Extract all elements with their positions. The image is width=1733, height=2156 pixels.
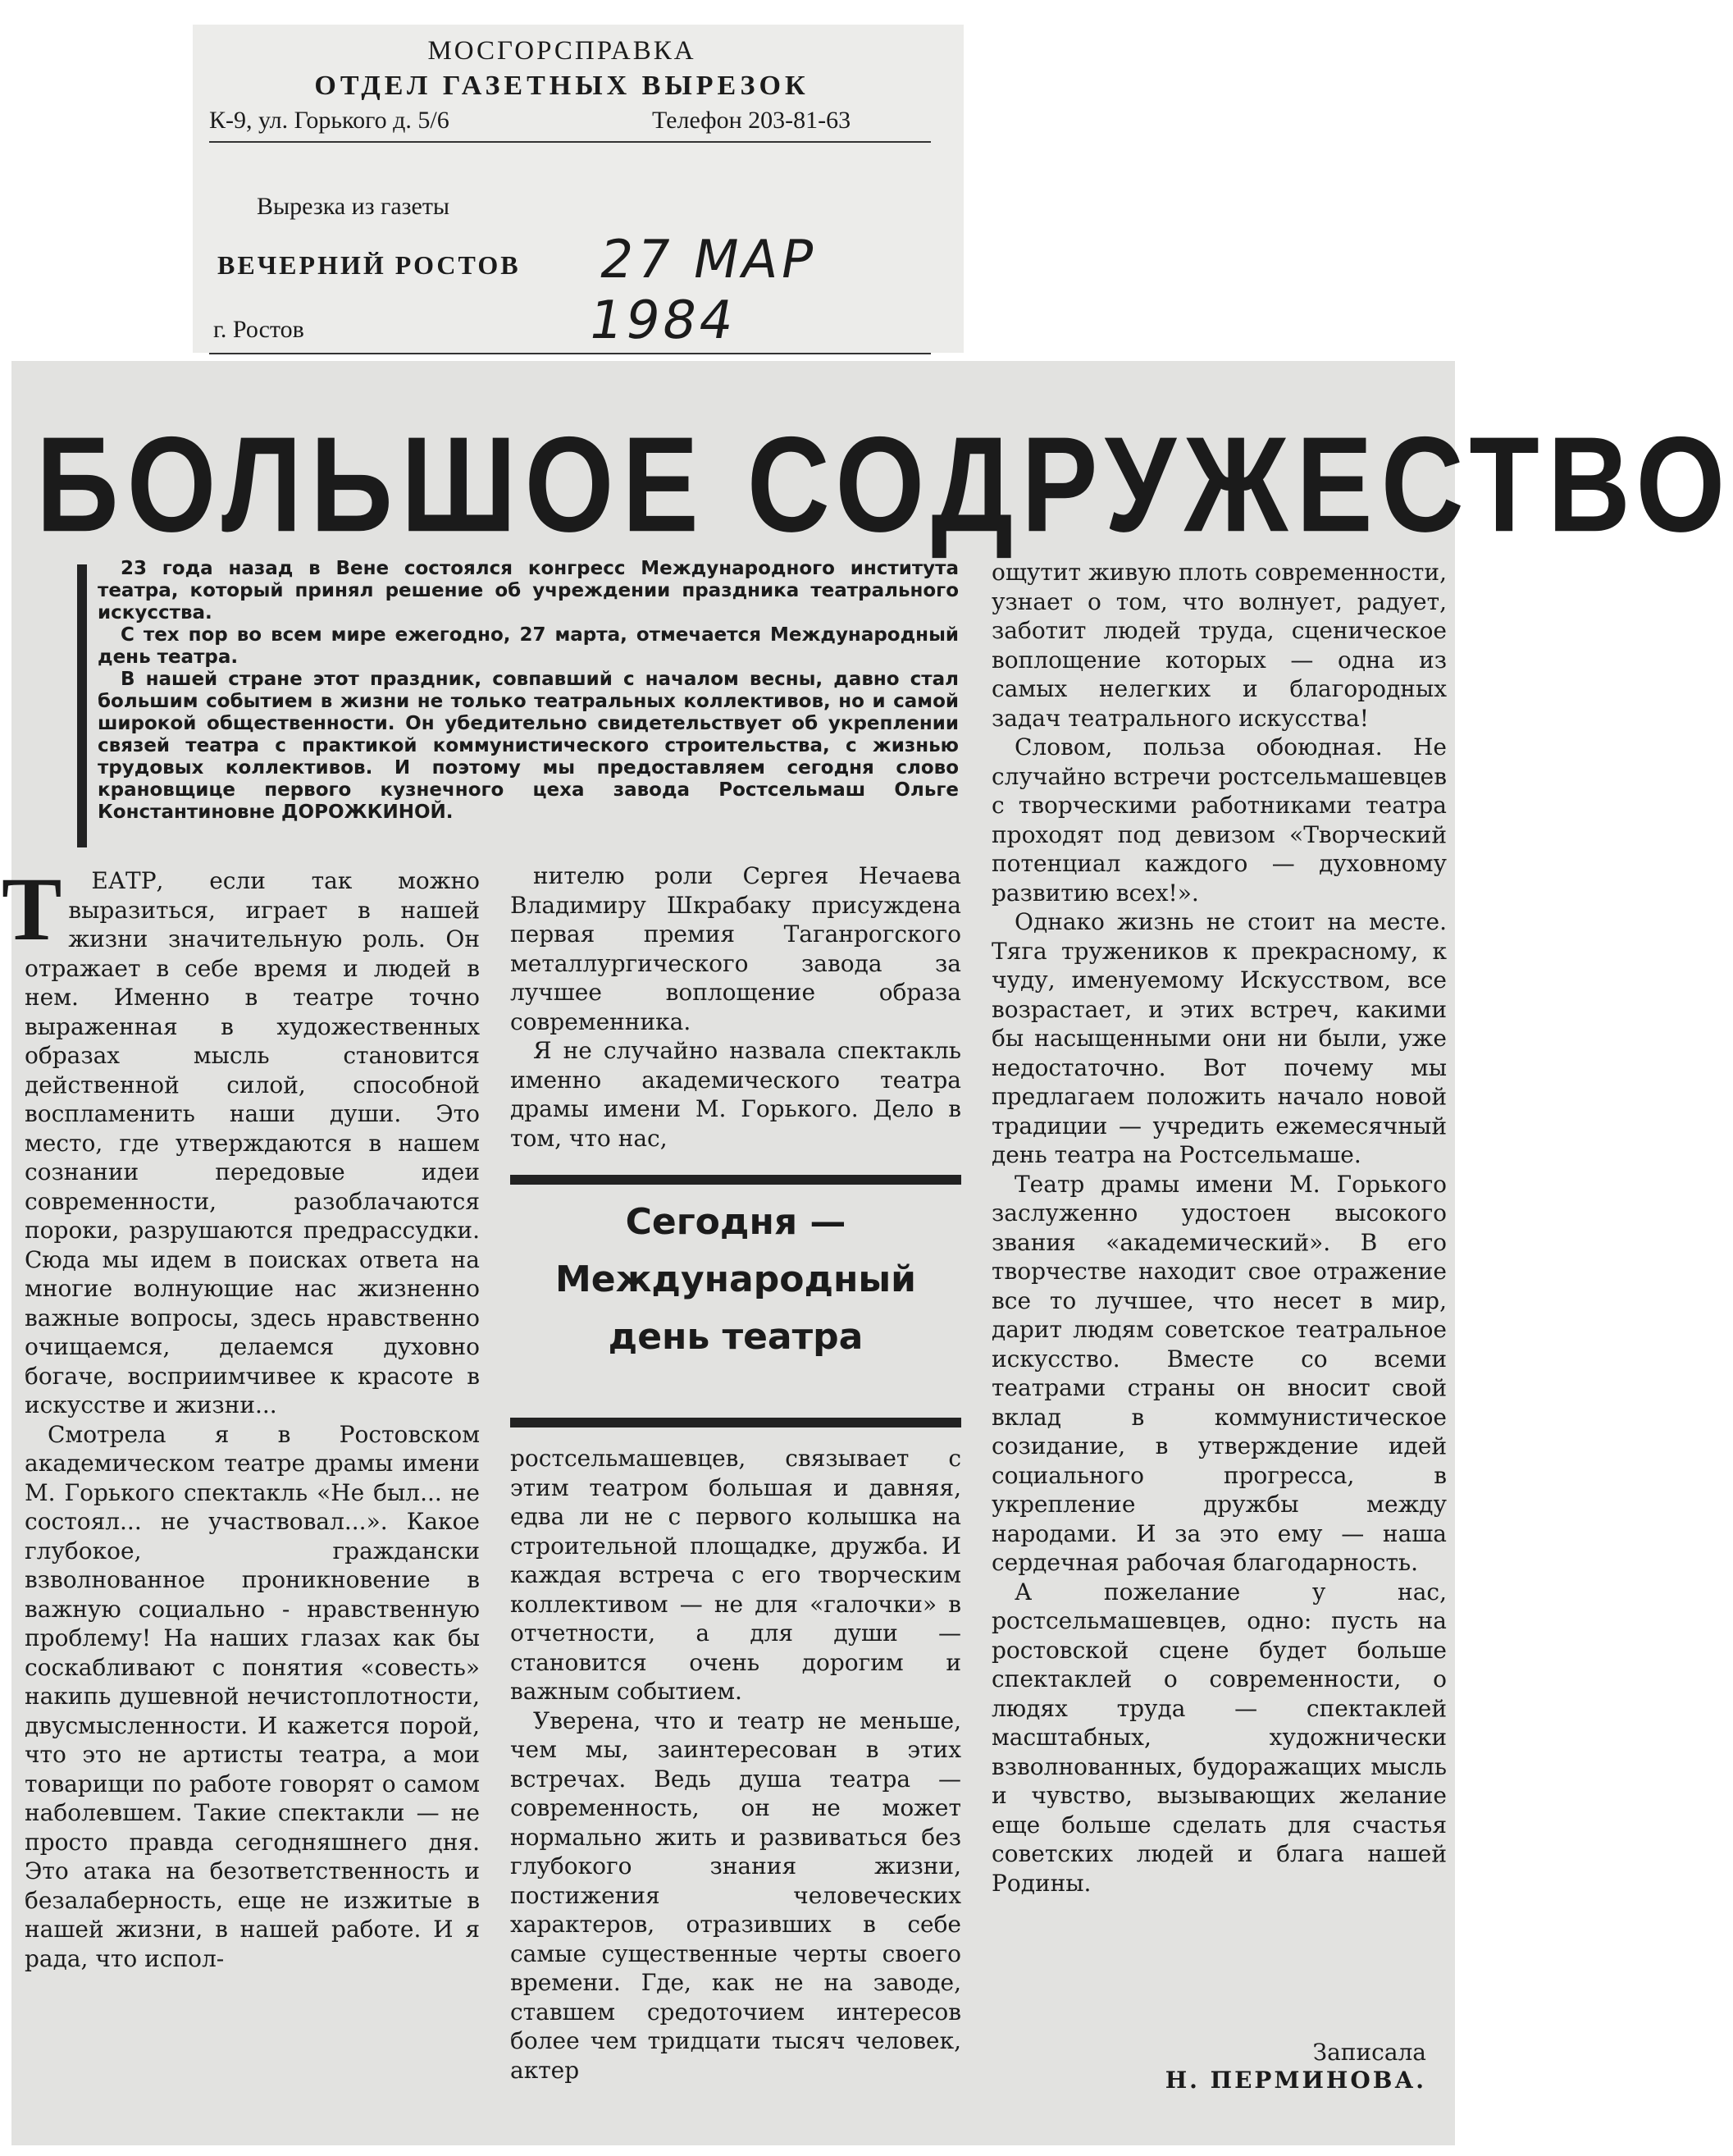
department-name: ОТДЕЛ ГАЗЕТНЫХ ВЫРЕЗОК <box>314 71 809 101</box>
body-paragraph: ЕАТР, если так можно выразиться, играет в нашей жизни значительную роль. Он отражает в себе время и людей в нем. Именно в театре точно выраженная в художественных образах мысль становится действенной силой, способной воспламенить наши души. Это место, где утверждаются в нашем сознании передовые идеи современности, разоблачаются пороки, разрушаются предрассудки. Сюда мы идем в поисках ответа на многие волнующие нас жизненно важные вопросы, здесь нравственно очищаемся, делаемся духовно богаче, восприимчивее к красоте в искусстве и жизни... <box>25 867 480 1418</box>
stamp-bottom-rule <box>209 353 931 354</box>
subhead-bottom-rule <box>510 1418 961 1427</box>
subheading-line: Международный <box>555 1258 916 1300</box>
article-lead <box>98 558 959 824</box>
body-paragraph: нителю роли Сергея Нечаева Владимиру Шкрабаку присуждена первая премия Таганрогского металлургического завода за лучшее воплощение образа современника. <box>510 862 961 1035</box>
body-paragraph: ощутит живую плоть современности, узнает о том, что волнует, радует, заботит людей труда, сценическое воплощение которых — одна из самых нелегких и благородных задач театрального искусства! <box>992 559 1447 732</box>
subheading-line: день театра <box>608 1316 864 1358</box>
newspaper-clipping <box>2 361 1733 2145</box>
clip-label: Вырезка из газеты <box>257 193 450 220</box>
article-signature <box>992 2039 1426 2094</box>
newspaper-city: г. Ростов <box>213 316 304 343</box>
subhead-top-rule <box>510 1175 961 1185</box>
lead-paragraph: 23 года назад в Вене состоялся конгресс Международного института театра, который принял решение об учреждении праздника театрального искусства. <box>98 558 959 624</box>
clipping-date: 27 МАР 1984 <box>583 230 822 351</box>
newspaper-name: ВЕЧЕРНИЙ РОСТОВ <box>217 250 521 280</box>
subheading <box>510 1194 961 1366</box>
lead-paragraph: С тех пор во всем мире ежегодно, 27 марта, отмечается Международный день театра. <box>98 624 959 668</box>
lead-marker-bar <box>77 564 87 847</box>
body-paragraph: А пожелание у нас, ростсельмашевцев, одно: пусть на ростовской сцене будет больше спектаклей о современности, о людях труда — спектаклей масштабных, художнически взволнованных, будоражащих мысль и чувство, вызывающих желание еще больше сделать для счастья советских людей и блага нашей Родины. <box>992 1578 1447 1897</box>
column-2-bottom <box>510 1444 961 2085</box>
body-paragraph: Я не случайно назвала спектакль именно академического театра драмы имени М. Горького. Дело в том, что нас, <box>510 1037 961 1152</box>
column-3 <box>992 558 1447 1898</box>
body-paragraph: Смотрела я в Ростовском академическом театре драмы имени М. Горького спектакль «Не был... не состоял... не участвовал...». Какое глубокое, граждански взволнованное проникновение в важную социально - нравственную проблему! На наших глазах как бы соскабливают с понятия «совесть» накипь душевной нечистоплотности, двусмысленности. И кажется порой, что это не артисты театра, а мои товарищи по работе говорят о самом наболевшем. Такие спектакли — не просто правда сегодняшнего дня. Это атака на безответственность и безалаберность, еще не изжитые в нашей жизни, в нашей работе. И я рада, что испол- <box>25 1420 480 1972</box>
article-headline: БОЛЬШОЕ СОДРУЖЕСТВО <box>36 408 1733 560</box>
column-1 <box>2 859 480 1973</box>
drop-cap: Т <box>2 859 62 959</box>
clipping-service-stamp <box>193 25 964 353</box>
stamp-phone: Телефон 203-81-63 <box>652 107 851 134</box>
body-paragraph: Словом, польза обоюдная. Не случайно встречи ростсельмашевцев с творческими работниками театра проходят под девизом «Творческий потенциал каждого — духовному развитию всех!». <box>992 733 1447 907</box>
stamp-divider <box>209 141 931 143</box>
body-paragraph: Однако жизнь не стоит на месте. Тяга тружеников к прекрасному, к чуду, именуемому Искусством, все возрастает, и этих встреч, какими бы насыщенными они ни были, уже недостаточно. Вот почему мы предлагаем положить начало новой традиции — учредить ежемесячный день театра на Ростсельмаше. <box>992 908 1447 1168</box>
agency-name: МОСГОРСПРАВКА <box>427 36 696 66</box>
signature-author: Н. ПЕРМИНОВА. <box>1165 2067 1426 2094</box>
signature-label: Записала <box>1312 2039 1426 2066</box>
body-paragraph: ростсельмашевцев, связывает с этим театром большая и давняя, едва ли не с первого колышка на строительной площадке, дружба. И каждая встреча с его творческим коллективом — не для «галочки» в отчетности, а для души — становится очень дорогим и важным событием. <box>510 1445 961 1705</box>
body-paragraph: Театр драмы имени М. Горького заслуженно удостоен высокого звания «академический». В его творчестве находит свое отражение все то лучшее, что несет в мир, дарит людям советское театральное искусство. Вместе со всеми театрами страны он вносит свой вклад в коммунистическое созидание, в утверждение идей социального прогресса, в укрепление дружбы между народами. И за это ему — наша сердечная рабочая благодарность. <box>992 1170 1447 1576</box>
subheading-line: Сегодня — <box>625 1201 846 1243</box>
lead-paragraph: В нашей стране этот праздник, совпавший с началом весны, давно стал большим событием в жизни не только театральных коллективов, но и самой широкой общественности. Он убедительно свидетельствует об укреплении связей театра с практикой коммунистического строительства, с жизнью трудовых коллективов. И поэтому мы предоставляем сегодня слово крановщице первого кузнечного цеха завода Ростсельмаш Ольге Константиновне ДОРОЖКИНОЙ. <box>98 669 959 823</box>
stamp-address: К-9, ул. Горького д. 5/6 <box>209 107 449 134</box>
body-paragraph: Уверена, что и театр не меньше, чем мы, заинтересован в этих встречах. Ведь душа театра — современность, он не может нормально жить и развиваться без глубокого знания жизни, постижения человеческих характеров, отразивших в себе самые существенные черты своего времени. Где, как не на заводе, ставшем средоточием интересов более чем тридцати тысяч человек, актер <box>510 1706 961 2084</box>
column-2-top <box>510 861 961 1153</box>
